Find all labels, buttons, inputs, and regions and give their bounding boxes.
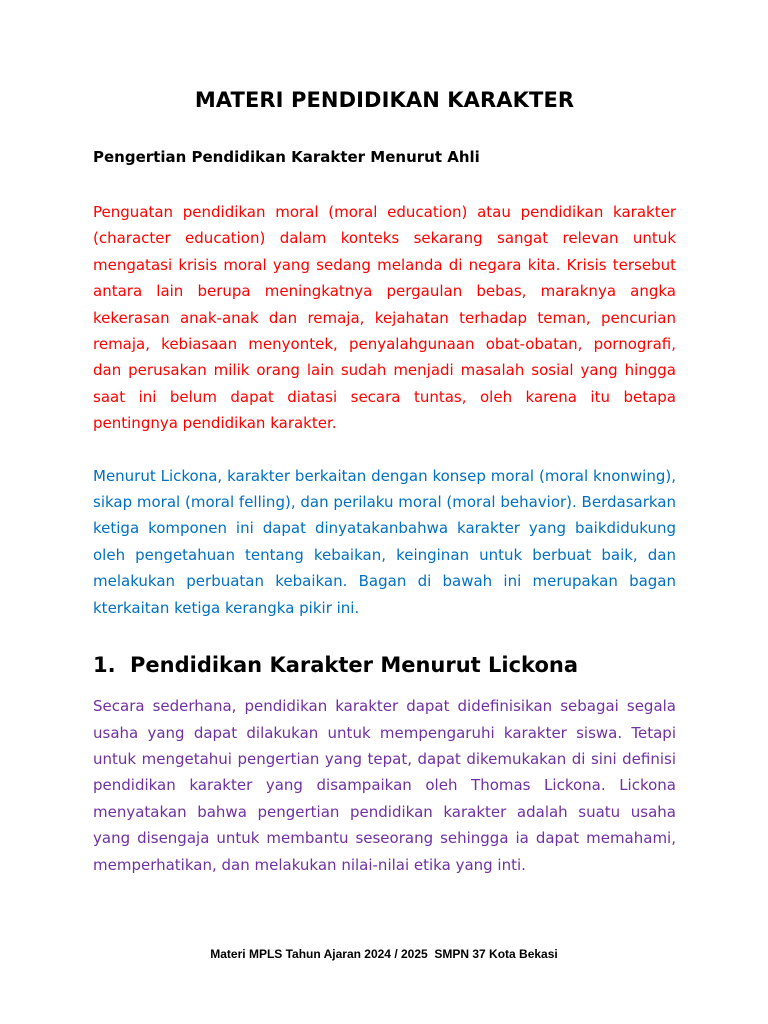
paragraph-lickona-components: Menurut Lickona, karakter berkaitan dengan konsep moral (moral knonwing), sikap moral (moral felling), dan perilaku moral (moral behavior). Berdasarkan ketiga komponen ini dapat dinyatakanbahwa karakter yang baikdidukung oleh pengetahuan tentang kebaikan, keinginan untuk berbuat baik, dan melakukan perbuatan kebaikan. Bagan di bawah ini merupakan bagan kterkaitan ketiga kerangka pikir ini. [93, 466, 676, 617]
section-heading [93, 651, 676, 679]
paragraph-lickona-definition: Secara sederhana, pendidikan karakter dapat didefinisikan sebagai segala usaha yang dapat dilakukan untuk mempengaruhi karakter siswa. Tetapi untuk mengetahui pengertian yang tepat, dapat dikemukakan di sini definisi pendidikan karakter yang disampaikan oleh Thomas Lickona. Lickona menyatakan bahwa pengertian pendidikan karakter adalah suatu usaha yang disengaja untuk membantu seseorang sehingga ia dapat memahami, memperhatikan, dan melakukan nilai-nilai etika yang inti. [93, 697, 676, 874]
subheading: Pengertian Pendidikan Karakter Menurut Ahli [93, 148, 480, 166]
section-title: Pendidikan Karakter Menurut Lickona [130, 653, 579, 678]
paragraph-moral-education: Penguatan pendidikan moral (moral education) atau pendidikan karakter (character education) dalam konteks sekarang sangat relevan untuk mengatasi krisis moral yang sedang melanda di negara kita. Krisis tersebut antara lain berupa meningkatnya pergaulan bebas, maraknya angka kekerasan anak-anak dan remaja, kejahatan terhadap teman, pencurian remaja, kebiasaan menyontek, penyalahgunaan obat-obatan, pornografi, dan perusakan milik orang lain sudah menjadi masalah sosial yang hingga saat ini belum dapat diatasi secara tuntas, oleh karena itu betapa pentingnya pendidikan karakter. [93, 203, 676, 433]
document-page [93, 86, 676, 878]
page-footer: Materi MPLS Tahun Ajaran 2024 / 2025 SMPN 37 Kota Bekasi [210, 947, 558, 961]
section-number: 1. [93, 653, 116, 678]
document-title: MATERI PENDIDIKAN KARAKTER [194, 88, 575, 112]
